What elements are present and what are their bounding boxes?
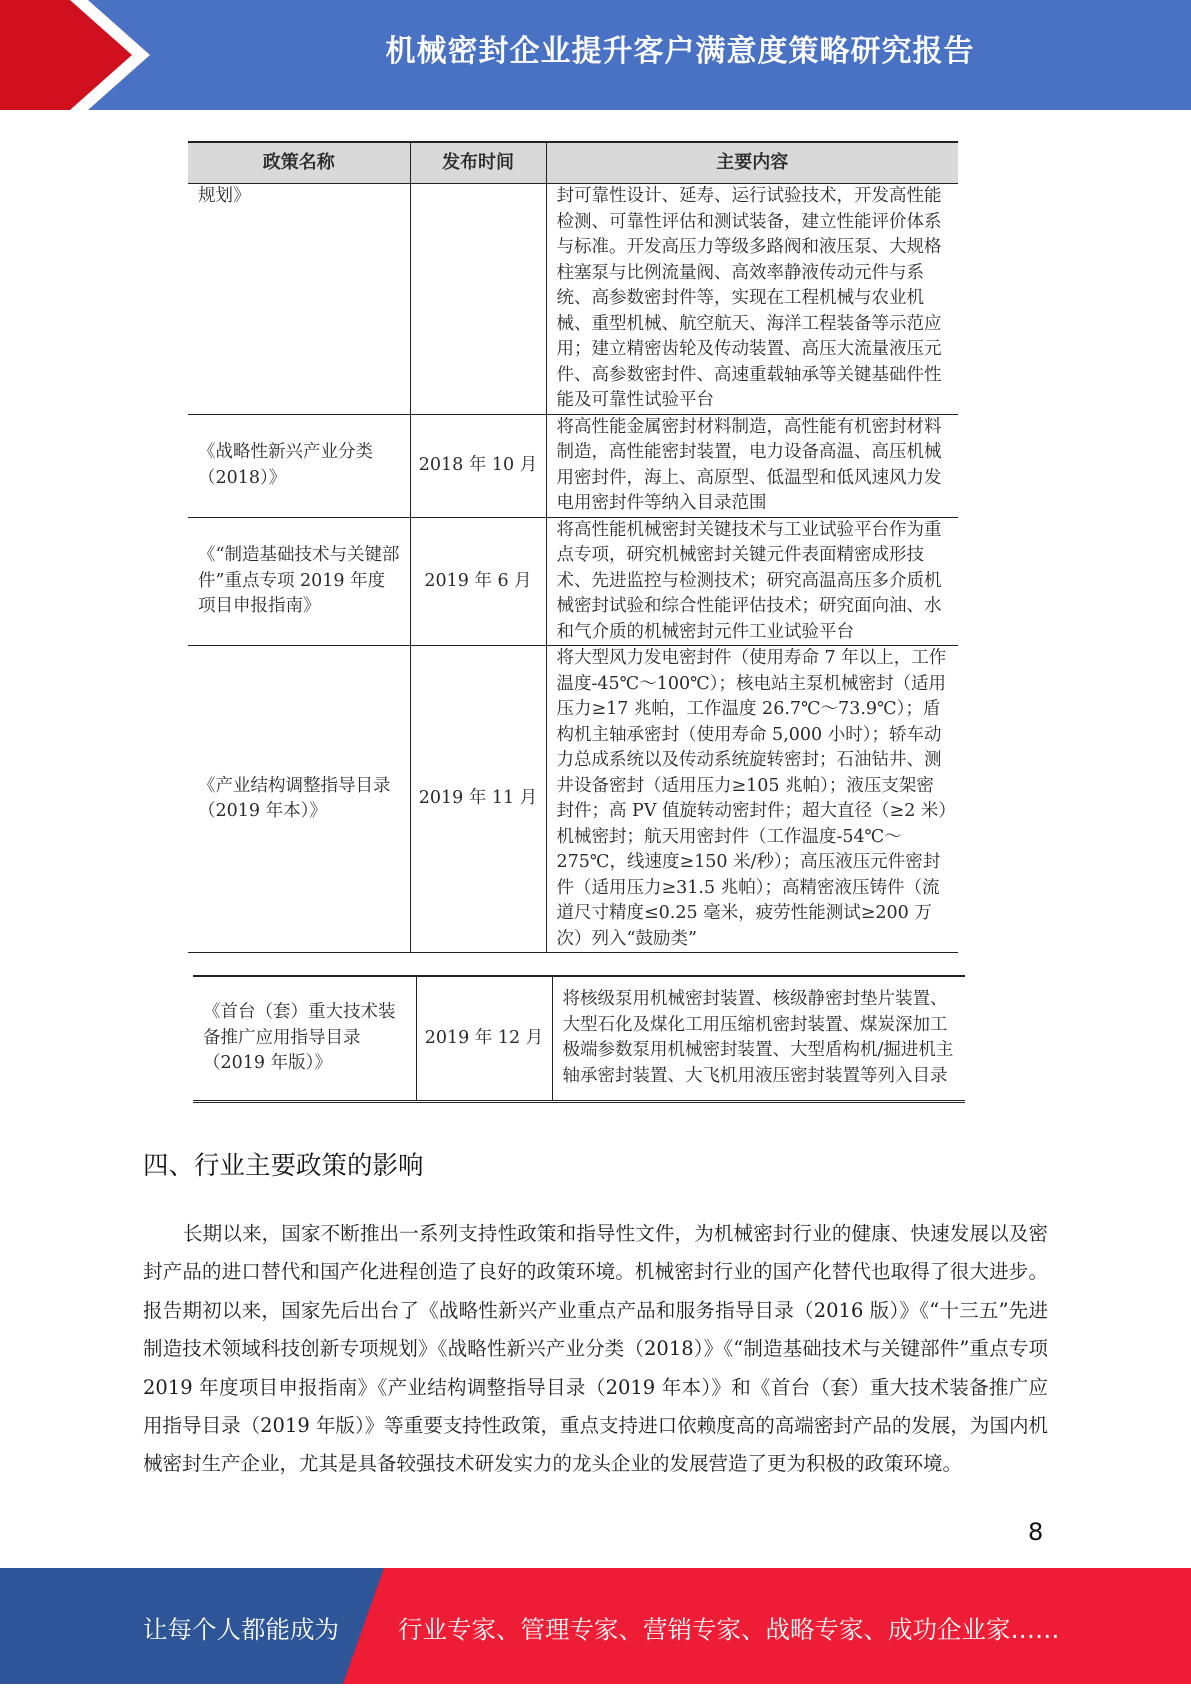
page-footer xyxy=(0,1568,1191,1684)
policy-name-cell: 规划》 xyxy=(188,184,410,415)
policy-table xyxy=(188,141,958,953)
table-row xyxy=(188,517,958,646)
column-header-main-content: 主要内容 xyxy=(546,142,958,184)
table-header-row xyxy=(188,142,958,184)
release-date-cell: 2019 年 11 月 xyxy=(410,646,546,953)
policy-table-continued xyxy=(193,975,965,1103)
table-row xyxy=(188,646,958,953)
main-content-cell: 将核级泵用机械密封装置、核级静密封垫片装置、大型石化及煤化工用压缩机密封装置、煤炭深加工极端参数泵用机械密封装置、大型盾构机/掘进机主轴承密封装置、大飞机用液压密封装置等列入目录 xyxy=(552,976,965,1101)
table-row xyxy=(193,976,965,1101)
main-content-cell: 将高性能机械密封关键技术与工业试验平台作为重点专项，研究机械密封关键元件表面精密成形技术、先进监控与检测技术；研究高温高压多介质机械密封试验和综合性能评估技术；研究面向油、水和气介质的机械密封元件工业试验平台 xyxy=(546,517,958,646)
policy-name-cell: 《产业结构调整指导目录（2019 年本）》 xyxy=(188,646,410,953)
main-content-cell: 将高性能金属密封材料制造，高性能有机密封材料制造，高性能密封装置，电力设备高温、高压机械用密封件，海上、高原型、低温型和低风速风力发电用密封件等纳入目录范围 xyxy=(546,414,958,517)
main-content-cell: 封可靠性设计、延寿、运行试验技术，开发高性能检测、可靠性评估和测试装备，建立性能评价体系与标准。开发高压力等级多路阀和液压泵、大规格柱塞泵与比例流量阀、高效率静液传动元件与系统、高参数密封件等，实现在工程机械与农业机械、重型机械、航空航天、海洋工程装备等示范应用；建立精密齿轮及传动装置、高压大流量液压元件、高参数密封件、高速重载轴承等关键基础件性能及可靠性试验平台 xyxy=(546,184,958,415)
section-heading: 四、行业主要政策的影响 xyxy=(143,1151,424,1181)
page-header xyxy=(0,0,1191,110)
policy-name-cell: 《战略性新兴产业分类（2018）》 xyxy=(188,414,410,517)
column-header-policy-name: 政策名称 xyxy=(188,142,410,184)
footer-slogan-right: 行业专家、管理专家、营销专家、战略专家、成功企业家…… xyxy=(398,1615,1060,1644)
footer-slogan-left: 让每个人都能成为 xyxy=(143,1615,339,1644)
policy-name-cell: 《“制造基础技术与关键部件”重点专项 2019 年度项目申报指南》 xyxy=(188,517,410,646)
document-title: 机械密封企业提升客户满意度策略研究报告 xyxy=(385,34,975,69)
release-date-cell: 2018 年 10 月 xyxy=(410,414,546,517)
table-row xyxy=(188,414,958,517)
release-date-cell xyxy=(410,184,546,415)
body-paragraph: 长期以来，国家不断推出一系列支持性政策和指导性文件，为机械密封行业的健康、快速发展以及密封产品的进口替代和国产化进程创造了良好的政策环境。机械密封行业的国产化替代也取得了很大进步。报告期初以来，国家先后出台了《战略性新兴产业重点产品和服务指导目录（2016 版）》《“十三五”先进制造技术领域科技创新专项规划》《战略性新兴产业分类（2018）》《“制造基础技术与关键部件”重点专项 2019 年度项目申报指南》《产业结构调整指导目录（2019 年本）》和《首台（套）重大技术装备推广应用指导目录（2019 年版）》等重要支持性政策，重点支持进口依赖度高的高端密封产品的发展，为国内机械密封生产企业，尤其是具备较强技术研发实力的龙头企业的发展营造了更为积极的政策环境。 xyxy=(143,1222,1048,1476)
policy-name-cell: 《首台（套）重大技术装备推广应用指导目录（2019 年版）》 xyxy=(193,976,416,1101)
column-header-release-date: 发布时间 xyxy=(410,142,546,184)
main-content-cell: 将大型风力发电密封件（使用寿命 7 年以上，工作温度-45℃～100℃）；核电站主泵机械密封（适用压力≥17 兆帕，工作温度 26.7℃～73.9℃）；盾构机主轴承密封（使用寿命 5,000 小时）；轿车动力总成系统以及传动系统旋转密封；石油钻井、测井设备密封（适用压力≥105 兆帕）；液压支架密封件；高 PV 值旋转动密封件；超大直径（≥2 米）机械密封；航天用密封件（工作温度-54℃～275℃，线速度≥150 米/秒）；高压液压元件密封件（适用压力≥31.5 兆帕）；高精密液压铸件（流道尺寸精度≤0.25 毫米，疲劳性能测试≥200 万次）列入“鼓励类” xyxy=(546,646,958,953)
table-row xyxy=(188,184,958,415)
page-number: 8 xyxy=(1028,1518,1044,1546)
release-date-cell: 2019 年 12 月 xyxy=(416,976,552,1101)
release-date-cell: 2019 年 6 月 xyxy=(410,517,546,646)
